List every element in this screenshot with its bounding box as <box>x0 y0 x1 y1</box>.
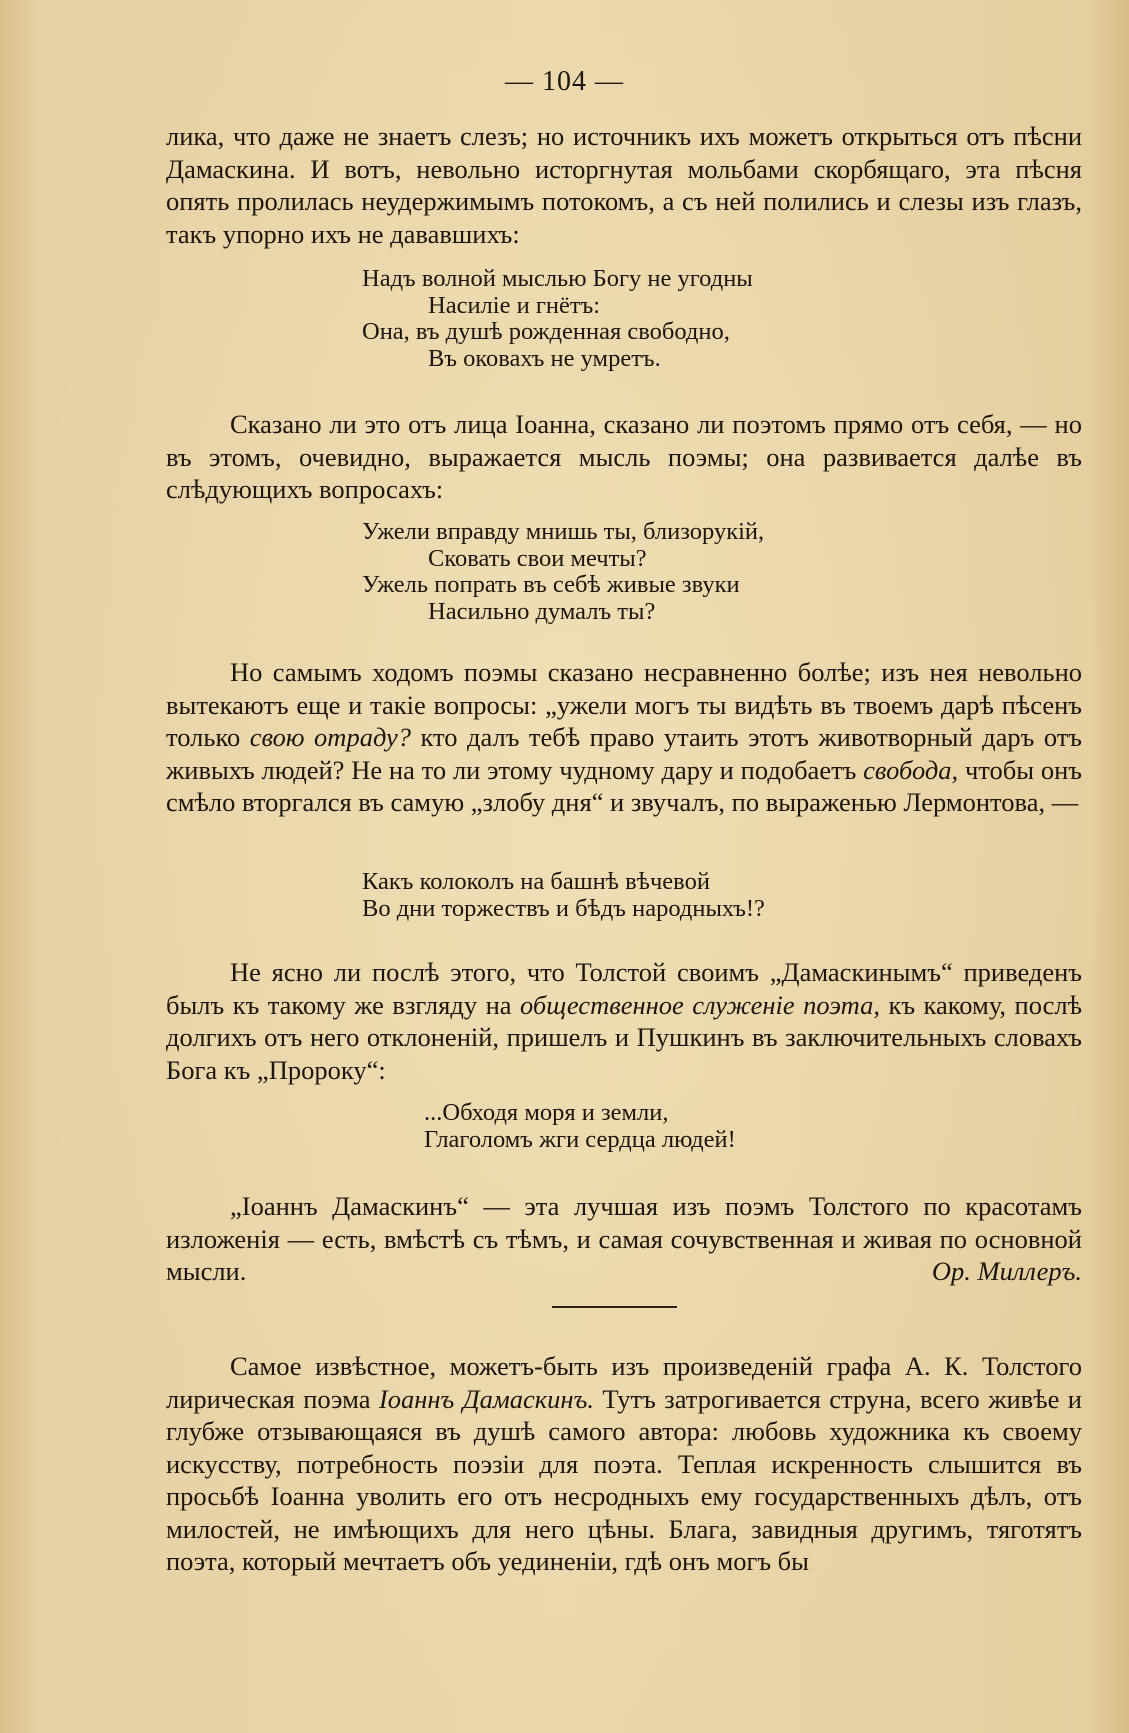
verse-line: Насиліе и гнётъ: <box>428 291 601 319</box>
author-signature: Ор. Миллеръ. <box>931 1256 1082 1286</box>
paragraph-6: Самое извѣстное, можетъ-быть изъ произведеній графа А. К. Толстого лирическая поэма Іоаннъ Дамаскинъ. Тутъ затрогивается струна, всего живѣе и глубже отзывающаяся въ душѣ самого автора: любовь художника къ своему искусству, потребность поэзіи для поэта. Теплая искренность слышится въ просьбѣ Іоанна уволить его отъ несродныхъ ему государственныхъ дѣлъ, отъ милостей, не имѣющихъ для него цѣны. Блага, завидныя другимъ, тяготятъ поэта, который мечтаетъ объ уединеніи, гдѣ онъ могъ бы <box>166 1351 1082 1576</box>
verse-line: Какъ колоколъ на башнѣ вѣчевой <box>362 868 710 895</box>
verse-line: Насильно думалъ ты? <box>428 597 656 625</box>
verse-line: Ужели вправду мнишь ты, близорукій, <box>362 518 765 545</box>
paragraph-1: лика, что даже не знаетъ слезъ; но источникъ ихъ можетъ открыться отъ пѣсни Дамаскина. И вотъ, невольно исторгнутая мольбами скорбящаго, эта пѣсня опять пролилась неудержимымъ потокомъ, а съ ней полились и слезы изъ глазъ, такъ упорно ихъ не дававшихъ: <box>166 121 1082 249</box>
paragraph-4: Не ясно ли послѣ этого, что Толстой своимъ „Дамаскинымъ“ приведенъ былъ къ такому же взгляду на общественное служеніе поэта, къ какому, послѣ долгихъ отъ него отклоненій, пришелъ и Пушкинъ въ заключительныхъ словахъ Бога къ „Пророку“: <box>166 957 1082 1085</box>
verse-4 <box>424 1100 736 1153</box>
section-divider <box>552 1306 677 1308</box>
verse-line: ...Обходя моря и земли, <box>424 1099 669 1126</box>
verse-line: Въ оковахъ не умретъ. <box>428 344 661 372</box>
paragraph-5: „Іоаннъ Дамаскинъ“ — эта лучшая изъ поэмъ Толстого по красотамъ изложенія — есть, вмѣстѣ съ тѣмъ, и самая сочувственная и живая по основной мысли. Ор. Миллеръ. <box>166 1191 1082 1286</box>
verse-2 <box>362 519 764 625</box>
verse-line: Она, въ душѣ рожденная свободно, <box>362 318 730 345</box>
verse-3 <box>362 869 765 922</box>
verse-line: Ужель попрать въ себѣ живые звуки <box>362 571 740 598</box>
verse-line: Во дни торжествъ и бѣдъ народныхъ!? <box>362 894 765 922</box>
paragraph-3: Но самымъ ходомъ поэмы сказано несравненно болѣе; изъ нея невольно вытекаютъ еще и такіе вопросы: „ужели могъ ты видѣть въ твоемъ дарѣ пѣсенъ только свою отраду? кто далъ тебѣ право утаить этотъ животворный даръ отъ живыхъ людей? Не на то ли этому чудному дару и подобаетъ свобода, чтобы онъ смѣло вторгался въ самую „злобу дня“ и звучалъ, по выраженью Лермонтова, — <box>166 657 1083 817</box>
verse-line: Сковать свои мечты? <box>428 544 647 572</box>
paragraph-2: Сказано ли это отъ лица Іоанна, сказано ли поэтомъ прямо отъ себя, — но въ этомъ, очевидно, выражается мысль поэмы; она развивается далѣе въ слѣдующихъ вопросахъ: <box>166 409 1082 504</box>
verse-line: Надъ волной мыслью Богу не угодны <box>362 265 753 292</box>
verse-line: Глаголомъ жги сердца людей! <box>424 1125 736 1153</box>
verse-1 <box>362 266 753 372</box>
page-number: — 104 — <box>505 66 624 97</box>
